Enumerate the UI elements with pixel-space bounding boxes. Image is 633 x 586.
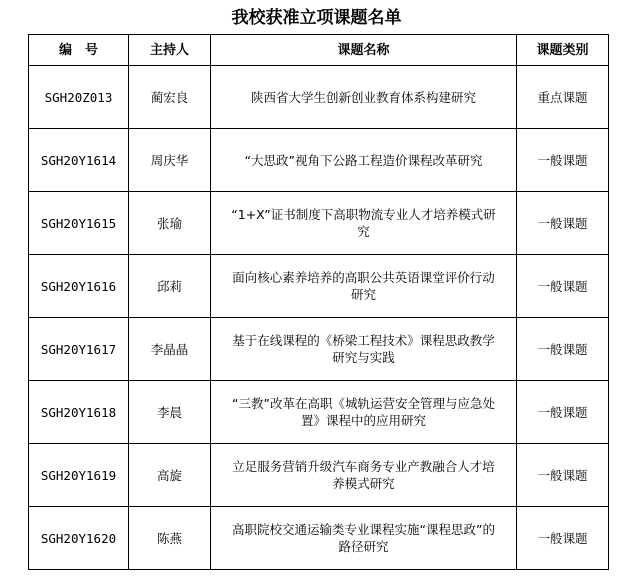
table-row [29, 192, 609, 255]
project-title: 基于在线课程的《桥梁工程技术》课程思政教学研究与实践 [232, 333, 495, 365]
cell-name [211, 444, 517, 507]
cell-type: 重点课题 [517, 66, 609, 129]
table-header-row [29, 35, 609, 66]
cell-code: SGH20Y1614 [29, 129, 129, 192]
cell-name [211, 318, 517, 381]
table-row [29, 66, 609, 129]
cell-name [211, 66, 517, 129]
cell-host: 李晨 [129, 381, 211, 444]
header-host: 主持人 [129, 35, 211, 66]
cell-type: 一般课题 [517, 192, 609, 255]
project-title: 高职院校交通运输类专业课程实施“课程思政”的路径研究 [232, 522, 495, 554]
cell-code: SGH20Y1616 [29, 255, 129, 318]
cell-host: 高旋 [129, 444, 211, 507]
cell-host: 张瑜 [129, 192, 211, 255]
cell-host: 周庆华 [129, 129, 211, 192]
cell-name [211, 507, 517, 570]
cell-type: 一般课题 [517, 381, 609, 444]
project-table [28, 34, 609, 570]
project-title: “大思政”视角下公路工程造价课程改革研究 [244, 152, 483, 168]
project-title: 陕西省大学生创新创业教育体系构建研究 [250, 89, 476, 105]
cell-host: 蔺宏良 [129, 66, 211, 129]
cell-code: SGH20Y1619 [29, 444, 129, 507]
project-title: “1+X”证书制度下高职物流专业人才培养模式研究 [231, 207, 496, 239]
cell-host: 李晶晶 [129, 318, 211, 381]
cell-name [211, 381, 517, 444]
table-row [29, 255, 609, 318]
header-name: 课题名称 [211, 35, 517, 66]
cell-code: SGH20Y1615 [29, 192, 129, 255]
cell-type: 一般课题 [517, 444, 609, 507]
cell-code: SGH20Z013 [29, 66, 129, 129]
header-code: 编 号 [29, 35, 129, 66]
cell-type: 一般课题 [517, 255, 609, 318]
table-row [29, 507, 609, 570]
cell-name [211, 192, 517, 255]
page-title: 我校获准立项课题名单 [231, 8, 402, 28]
cell-code: SGH20Y1620 [29, 507, 129, 570]
cell-host: 陈燕 [129, 507, 211, 570]
cell-code: SGH20Y1618 [29, 381, 129, 444]
table-row [29, 444, 609, 507]
cell-name [211, 255, 517, 318]
table-row [29, 381, 609, 444]
table-row [29, 318, 609, 381]
cell-name [211, 129, 517, 192]
table-row [29, 129, 609, 192]
project-title: 立足服务营销升级汽车商务专业产教融合人才培养模式研究 [232, 459, 495, 491]
cell-code: SGH20Y1617 [29, 318, 129, 381]
project-title: 面向核心素养培养的高职公共英语课堂评价行动研究 [232, 270, 495, 302]
cell-type: 一般课题 [517, 129, 609, 192]
cell-type: 一般课题 [517, 318, 609, 381]
project-title: “三教”改革在高职《城轨运营安全管理与应急处置》课程中的应用研究 [232, 396, 495, 428]
cell-host: 邱莉 [129, 255, 211, 318]
cell-type: 一般课题 [517, 507, 609, 570]
header-type: 课题类别 [517, 35, 609, 66]
